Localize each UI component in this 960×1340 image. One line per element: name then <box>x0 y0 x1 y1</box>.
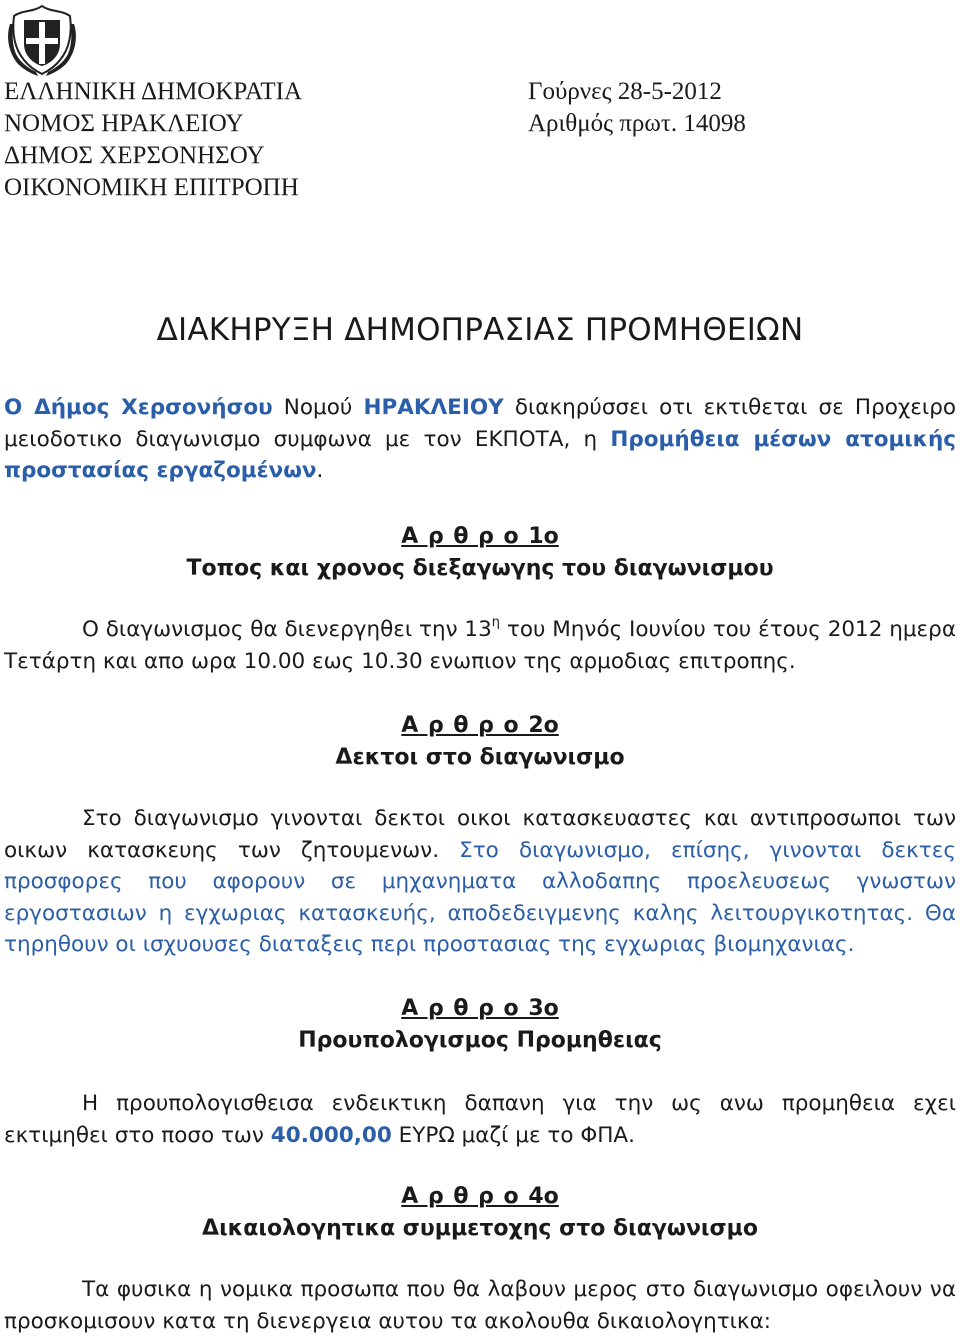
issuer-block <box>4 76 302 204</box>
article-1-header <box>0 521 960 585</box>
article-1-text-b: του Μηνός Ιουνίου του έτους 2012 ημερα Τετάρτη και απο ωρα 10.00 εως 10.30 ενωπιον της αρμοδιας επιτροπης. <box>4 617 956 674</box>
article-2-body <box>4 803 956 961</box>
greek-coat-of-arms-icon <box>4 2 80 78</box>
article-3-heading: Προυπολογισμος Προμηθειας <box>298 1028 662 1053</box>
article-1-body <box>4 614 956 677</box>
article-4-heading: Δικαιολογητικα συμμετοχης στο διαγωνισμο <box>202 1216 758 1241</box>
article-1-text-a: Ο διαγωνισμος θα διενεργηθει την 13 <box>82 617 492 642</box>
issuer-line-2: ΝΟΜΟΣ ΗΡΑΚΛΕΙΟΥ <box>4 110 244 137</box>
article-3-text-a: Η προυπολογισθεισα ενδεικτικη δαπανη για την ως ανω προμηθεια εχει εκτιμηθει στο ποσο των <box>4 1091 956 1148</box>
procurement-subject: Προμήθεια μέσων ατομικής προστασίας εργαζομένων <box>4 426 956 483</box>
article-2-text-b: Στο διαγωνισμο, επίσης, γινονται δεκτες προσφορες που αφορουν σε μηχανηματα αλλοδαπης προελευσεως γνωστων εργοστασιων η εγχωριας κατασκευής, αποδεδειγμενης καλης λειτουργικοτητας. Θα τηρηθουν οι ισχυουσες διαταξεις περι προστασιας της εγχωριας βιομηχανιας. <box>4 837 956 957</box>
reference-block <box>528 76 746 140</box>
article-1-number: Α ρ θ ρ ο 1ο <box>401 524 559 549</box>
document-date: Γούρνες 28-5-2012 <box>528 78 722 105</box>
article-2-number: Α ρ θ ρ ο 2ο <box>401 713 559 738</box>
article-4-number: Α ρ θ ρ ο 4ο <box>401 1184 559 1209</box>
article-2-header <box>0 710 960 774</box>
issuer-line-1: ΕΛΛΗΝΙΚΗ ΔΗΜΟΚΡΑΤΙΑ <box>4 78 302 105</box>
issuer-line-3: ΔΗΜΟΣ ΧΕΡΣΟΝΗΣΟΥ <box>4 142 265 169</box>
intro-text-7: . <box>316 458 324 483</box>
budget-amount: 40.000,00 <box>270 1122 392 1148</box>
prefecture-name: ΗΡΑΚΛΕΙΟΥ <box>363 395 504 420</box>
article-3-text-b: ΕΥΡΩ μαζί με το ΦΠΑ. <box>391 1122 635 1148</box>
document-title: ΔΙΑΚΗΡΥΞΗ ΔΗΜΟΠΡΑΣΙΑΣ ΠΡΟΜΗΘΕΙΩΝ <box>156 312 804 348</box>
article-4-text-a: Τα φυσικα η νομικα προσωπα που θα λαβουν μερος στο διαγωνισμο οφειλουν να προσκομισουν κατα τη διενεργεια αυτου τα ακολουθα δικαιολογητικα: <box>4 1277 956 1334</box>
article-1-heading: Τοπος και χρονος διεξαγωγης του διαγωνισμου <box>186 556 774 581</box>
article-2-text-a: Στο διαγωνισμο γινονται δεκτοι οικοι κατασκευαστες και αντιπροσωποι των οικων κατασκευης των ζητουμενων. <box>4 806 956 863</box>
article-3-header <box>0 993 960 1057</box>
article-3-body <box>4 1088 956 1151</box>
article-4-header <box>0 1181 960 1245</box>
article-2-heading: Δεκτοι στο διαγωνισμο <box>335 745 625 770</box>
article-1-ordinal: η <box>491 615 501 630</box>
intro-paragraph <box>4 392 956 487</box>
protocol-number: Αριθμός πρωτ. 14098 <box>528 110 746 137</box>
article-3-number: Α ρ θ ρ ο 3ο <box>401 996 559 1021</box>
intro-text-5: διακηρύσσει οτι εκτιθεται σε Προχειρο μειοδοτικο διαγωνισμο συμφωνα με τον ΕΚΠΟΤΑ, η <box>4 395 956 452</box>
article-4-body <box>4 1274 956 1337</box>
municipality-name: Δήμος Χερσονήσου <box>34 395 273 420</box>
issuer-line-4: ΟΙΚΟΝΟΜΙΚΗ ΕΠΙΤΡΟΠΗ <box>4 174 299 201</box>
intro-text-1: Ο <box>4 395 35 420</box>
intro-text-3: Νομού <box>272 395 364 420</box>
